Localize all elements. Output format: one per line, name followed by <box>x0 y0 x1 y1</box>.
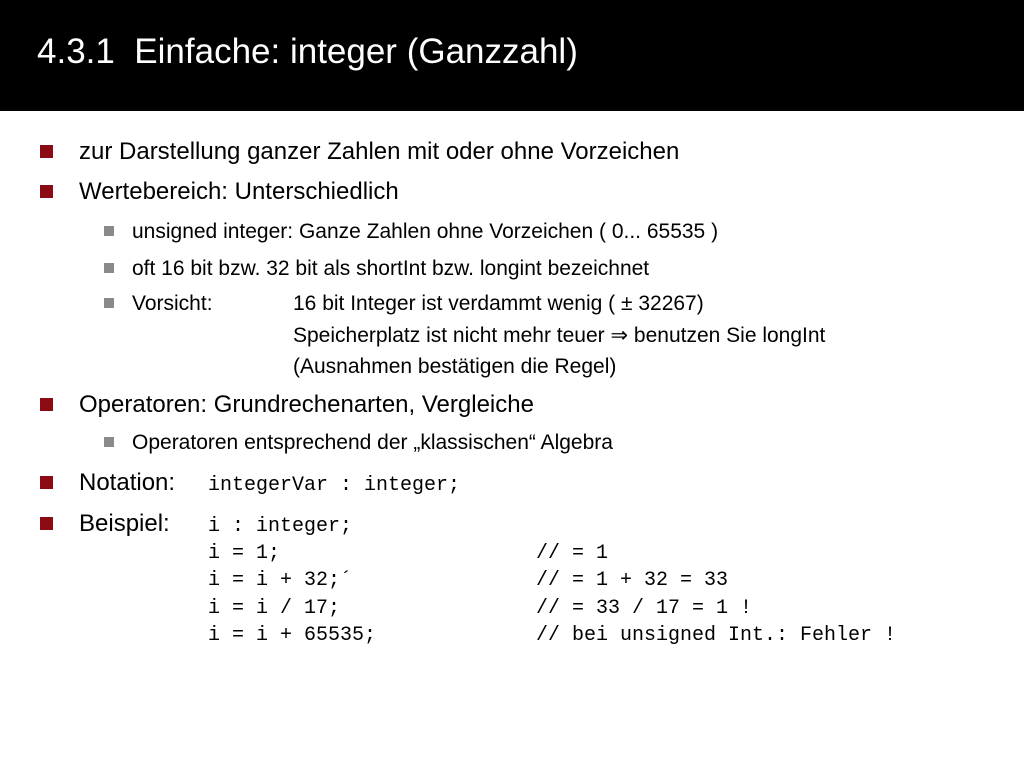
title-bar <box>0 0 1024 111</box>
code-line: i = i + 65535; <box>208 624 377 647</box>
sub-item-unsigned: unsigned integer: Ganze Zahlen ohne Vorzeichen ( 0... 65535 ) <box>132 220 719 243</box>
sub-item-vorsicht-line1: 16 bit Integer ist verdammt wenig ( ± 32267) <box>293 292 704 315</box>
code-comment: // = 1 <box>536 542 609 565</box>
bullet-item-wertebereich: Wertebereich: Unterschiedlich <box>79 178 399 205</box>
code-comment: // = 33 / 17 = 1 ! <box>536 597 753 620</box>
code-comment: // bei unsigned Int.: Fehler ! <box>536 624 897 647</box>
notation-code: integerVar : integer; <box>208 474 461 497</box>
sub-bullet-square-icon <box>104 263 114 273</box>
sub-bullet-square-icon <box>104 437 114 447</box>
code-line: i : integer; <box>208 515 353 538</box>
sub-item-bitwidth: oft 16 bit bzw. 32 bit als shortInt bzw. longint bezeichnet <box>132 257 650 280</box>
bullet-item-operatoren: Operatoren: Grundrechenarten, Vergleiche <box>79 391 534 418</box>
code-comment: // = 1 + 32 = 33 <box>536 569 729 592</box>
bullet-square-icon <box>40 185 53 198</box>
bullet-square-icon <box>40 398 53 411</box>
notation-label: Notation: <box>79 469 176 496</box>
slide-title: 4.3.1 Einfache: integer (Ganzzahl) <box>37 32 578 71</box>
bullet-square-icon <box>40 517 53 530</box>
sub-bullet-square-icon <box>104 298 114 308</box>
beispiel-label: Beispiel: <box>79 510 170 537</box>
code-line: i = 1; <box>208 542 281 565</box>
sub-item-algebra: Operatoren entsprechend der „klassischen“ Algebra <box>132 431 613 454</box>
bullet-item-darstellung: zur Darstellung ganzer Zahlen mit oder ohne Vorzeichen <box>79 138 680 165</box>
bullet-square-icon <box>40 476 53 489</box>
sub-item-vorsicht-line3: (Ausnahmen bestätigen die Regel) <box>293 355 617 378</box>
bullet-square-icon <box>40 145 53 158</box>
code-line: i = i / 17; <box>208 597 341 620</box>
sub-item-vorsicht-label: Vorsicht: <box>132 292 213 315</box>
sub-item-vorsicht-line2: Speicherplatz ist nicht mehr teuer ⇒ benutzen Sie longInt <box>293 324 826 347</box>
sub-bullet-square-icon <box>104 226 114 236</box>
code-line: i = i + 32;´ <box>208 569 353 592</box>
